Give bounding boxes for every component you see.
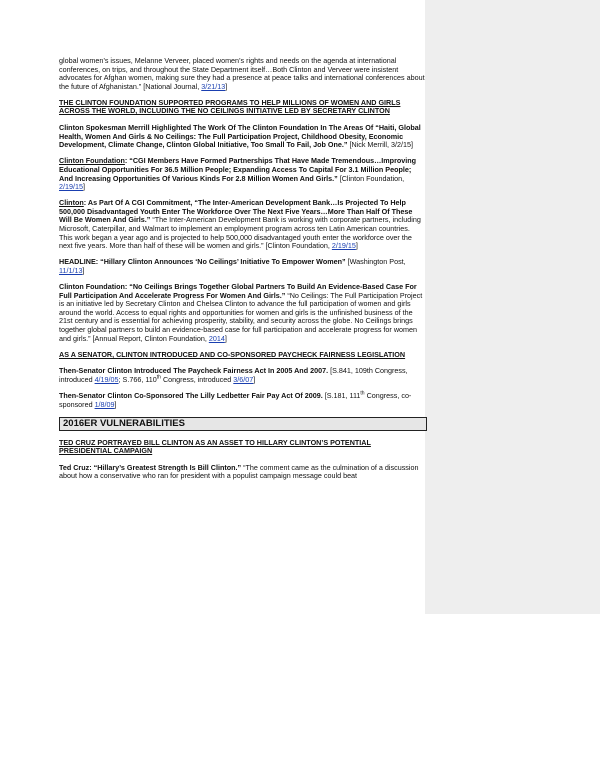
source-link[interactable]: 3/6/07: [233, 374, 254, 384]
heading-clinton-foundation: THE CLINTON FOUNDATION SUPPORTED PROGRAMS TO HELP MILLIONS OF WOMEN AND GIRLS ACROSS THE WORLD, INCLUDING THE NO CEILINGS INITIATIVE LED BY SECRETARY CLINTON: [59, 97, 401, 116]
source-link[interactable]: 2/19/15: [331, 241, 356, 251]
paragraph-merrill: Clinton Spokesman Merrill Highlighted The Work Of The Clinton Foundation In The Areas Of “Haiti, Global Health, Women And Girls & No Ceilings: The Full Participation Project, Childhood Obesity, Economic Development, Climate Change, Clinton Global Initiative, Too Small To Fail, Job One.” [Nick Merrill, 3/2/15]: [59, 123, 421, 150]
source-link[interactable]: 4/19/05: [94, 374, 119, 384]
section-header-2016er-vulnerabilities: 2016ER VULNERABILITIES: [59, 417, 427, 431]
document-body: [59, 57, 425, 488]
paragraph-inter-american-bank: Clinton: As Part Of A CGI Commitment, “The Inter-American Development Bank…Is Projected To Help 500,000 Disadvantaged Youth Enter The Workforce Over The Next Five Years…More Than Half Of These Will Be Women And Girls.” “The Inter-American Development Bank is working with corporate partners, including Microsoft, Caterpillar, and Walmart to implement an employment program across ten Latin American countries. This work began a year ago and is projected to help 500,000 disadvantaged youth enter the workforce over the next five years. More than half of these will be women and girls.” [Clinton Foundation, 2/19/15]: [59, 198, 421, 251]
paragraph-cgi-members: Clinton Foundation: “CGI Members Have Formed Partnerships That Have Made Tremendous…Improving Educational Opportunities For 36.5 Million People; Expanding Access To Capital For 3.1 Million People; And Increasing Opportunities Of Various Kinds For 2.8 Million Women And Girls.” [Clinton Foundation, 2/19/15]: [59, 156, 417, 192]
heading-paycheck-fairness: AS A SENATOR, CLINTON INTRODUCED AND CO-SPONSORED PAYCHECK FAIRNESS LEGISLATION: [59, 349, 406, 359]
source-link[interactable]: 2/19/15: [59, 182, 83, 192]
paragraph-ted-cruz: Ted Cruz: “Hillary’s Greatest Strength Is Bill Clinton.” “The comment came as the culmination of a discussion about how a conservative who ran for president with a populist campaign message could beat: [59, 462, 419, 481]
source-link[interactable]: 11/1/13: [59, 265, 83, 275]
paragraph-national-journal: global women’s issues, Melanne Verveer, placed women’s rights and needs on the agenda at international conferences, on trips, and throughout the State Department itself…Both Clinton and Verveer were insistent advocates for Afghan women, making sure they had a presence at peace talks and international conferences about the future of Afghanistan.” [National Journal, 3/21/13]: [59, 56, 425, 91]
comment-margin-pane: [425, 0, 600, 614]
source-link[interactable]: 3/21/13: [201, 81, 226, 91]
source-link[interactable]: 2014: [208, 333, 225, 343]
source-link[interactable]: 1/8/09: [94, 399, 115, 409]
paragraph-paycheck-fairness-act: Then-Senator Clinton Introduced The Paycheck Fairness Act In 2005 And 2007. [S.841, 109th Congress, introduced 4/19/05; S.766, 110th Congress, introduced 3/6/07]: [59, 366, 408, 384]
paragraph-no-ceilings-project: Clinton Foundation: “No Ceilings Brings Together Global Partners To Build An Evidence-Based Case For Full Participation And Accelerate Progress For Women And Girls.” “No Ceilings: The Full Participation Project is an initiative led by Secretary Clinton and Chelsea Clinton to advance the full participation of women and girls around the world. Access to equal rights and opportunities for women and girls is the unfinished business of the 21st century and is essential for achieving prosperity, stability, and security across the globe. No Ceilings brings together global partners to build an evidence-based case for full participation and accelerate progress for women and girls.” [Annual Report, Clinton Foundation, 2014]: [59, 281, 423, 343]
paragraph-headline-no-ceilings: HEADLINE: “Hillary Clinton Announces ‘No Ceilings’ Initiative To Empower Women” [Washington Post, 11/1/13]: [59, 257, 406, 275]
paragraph-lilly-ledbetter: Then-Senator Clinton Co-Sponsored The Lilly Ledbetter Fair Pay Act Of 2009. [S.181, 111th Congress, co-sponsored 1/8/09]: [59, 390, 412, 409]
heading-ted-cruz: TED CRUZ PORTRAYED BILL CLINTON AS AN ASSET TO HILLARY CLINTON’S POTENTIAL PRESIDENTIAL CAMPAIGN: [59, 437, 371, 456]
